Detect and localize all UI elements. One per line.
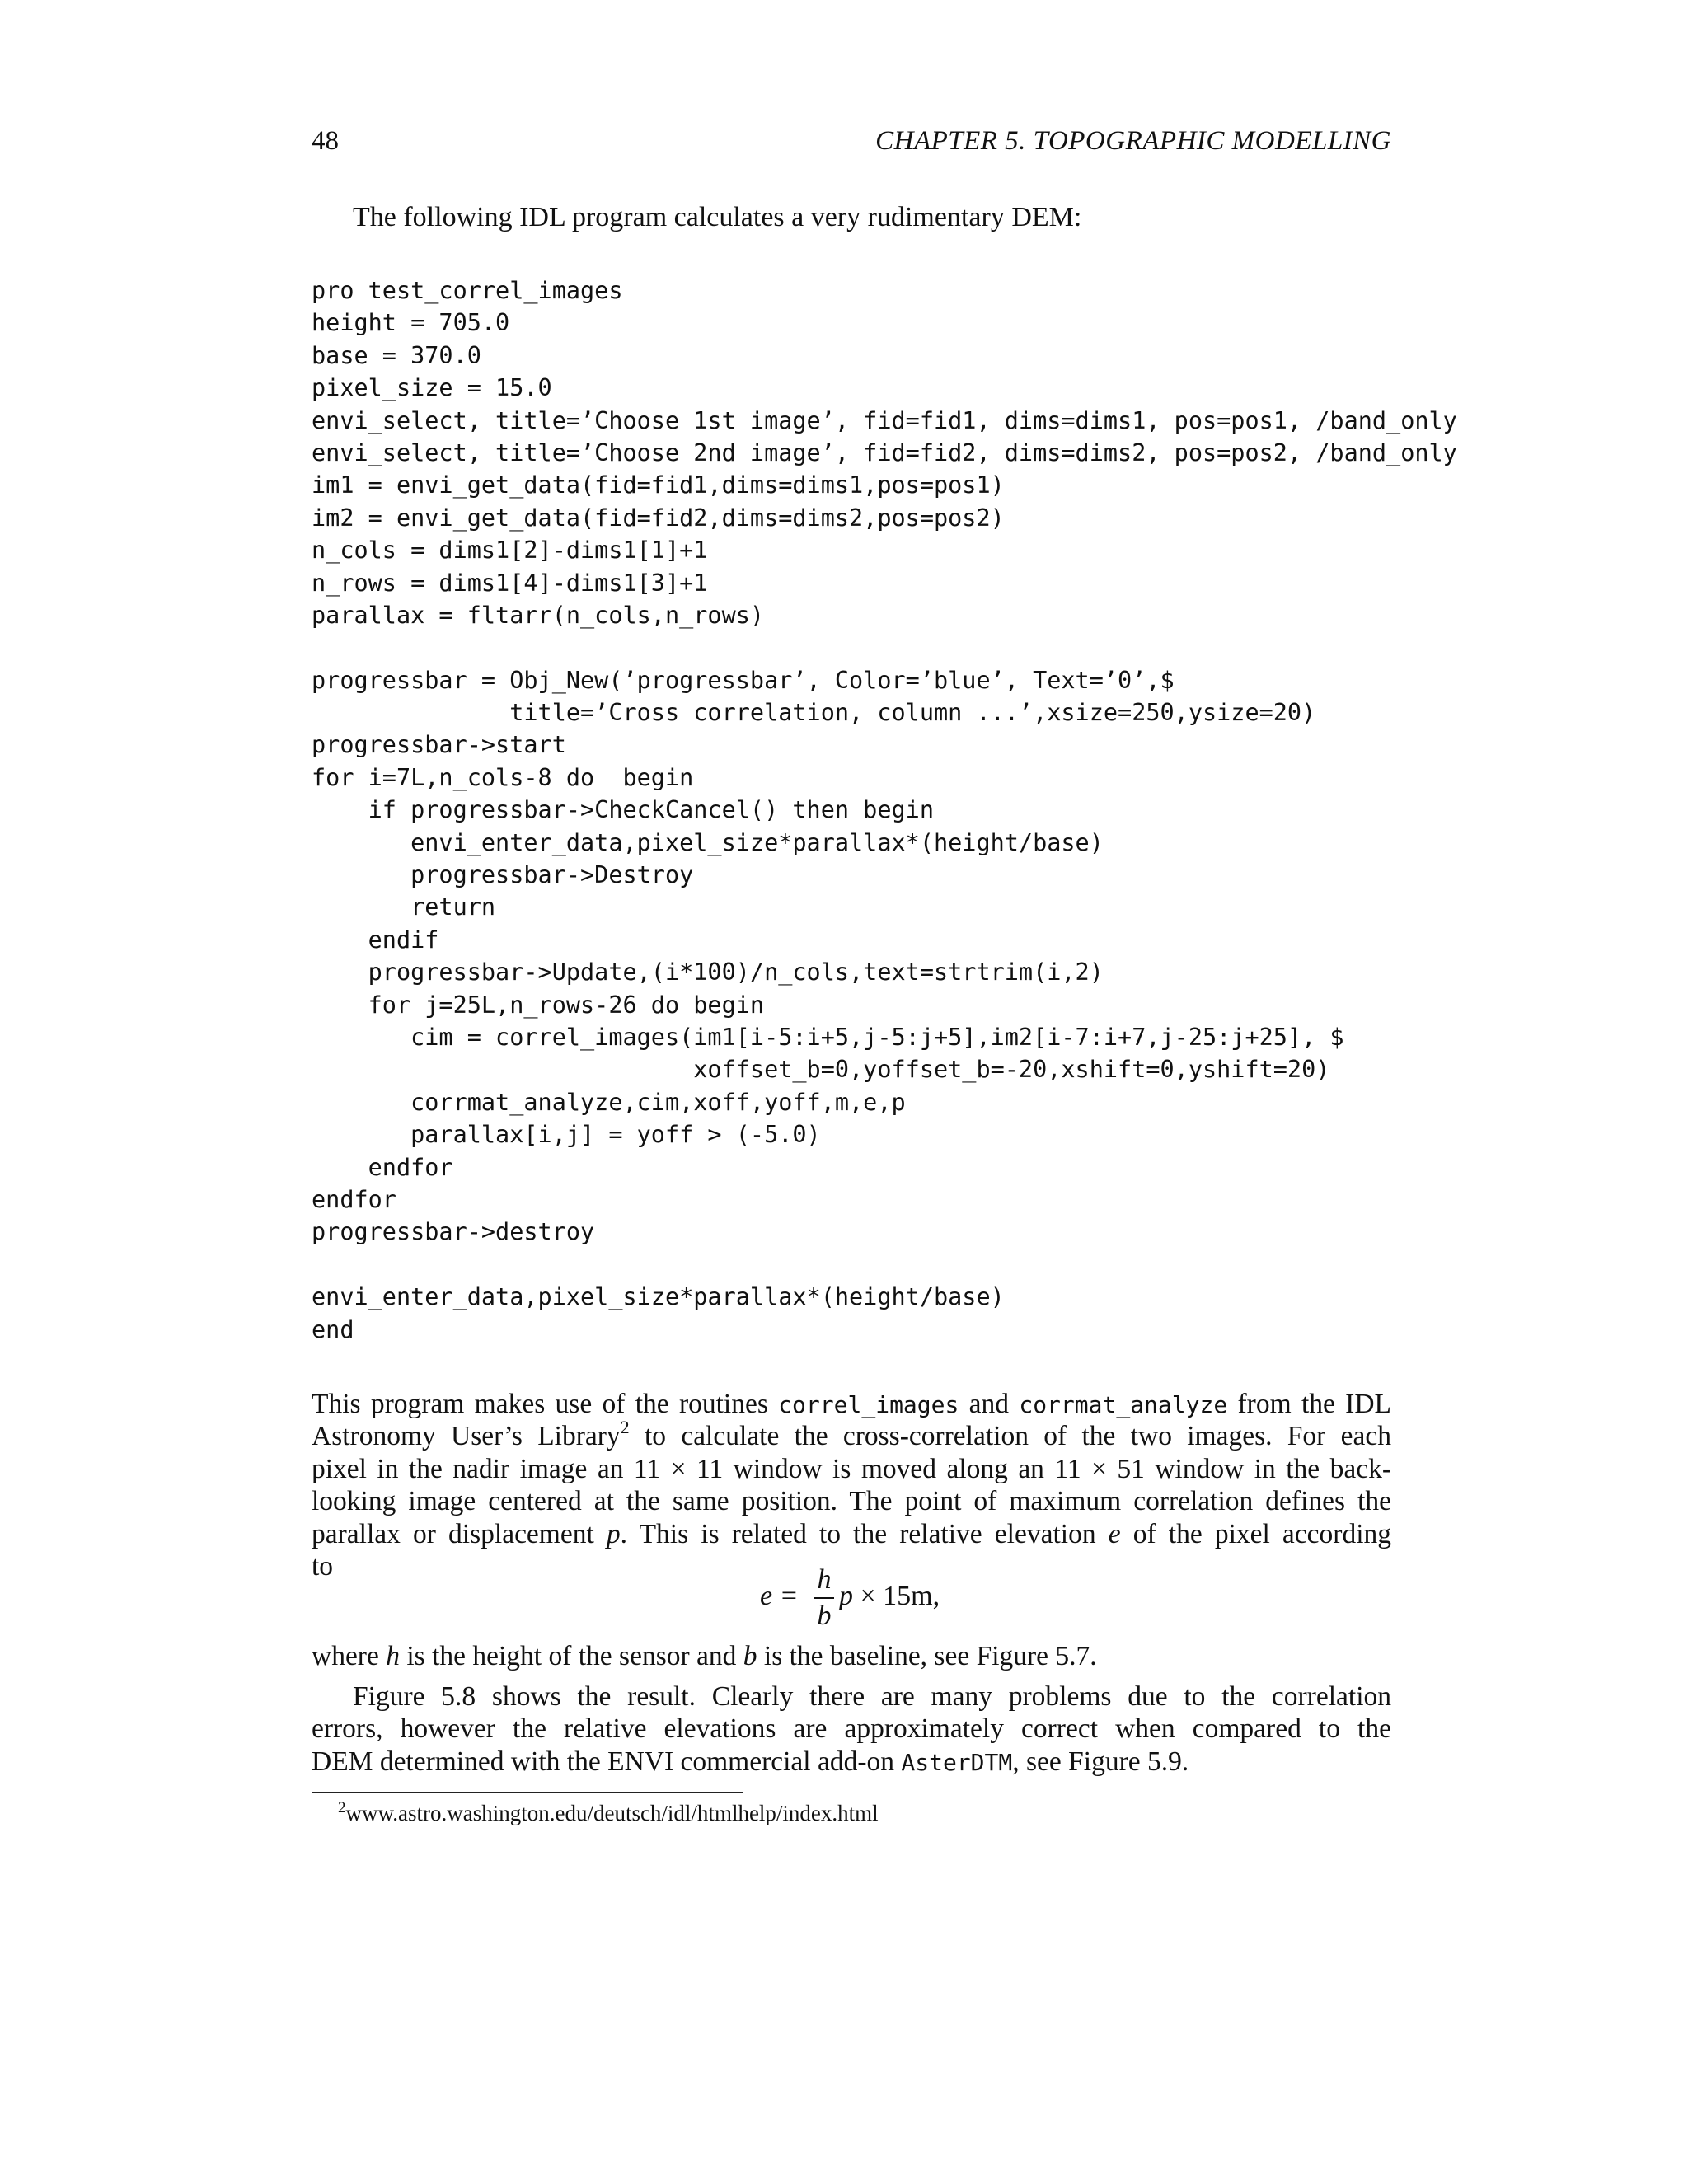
paragraph-line: Figure 5.8 shows the result. Clearly there are many problems due to the correlation	[353, 1681, 1391, 1712]
paragraph-line	[312, 1518, 1391, 1550]
text-run: . This is related to the relative elevation	[620, 1518, 1109, 1549]
page-number: 48	[312, 126, 339, 156]
math-var: h	[386, 1641, 400, 1671]
code-line: if progressbar->CheckCancel() then begin	[312, 796, 934, 824]
code-line: pixel_size = 15.0	[312, 374, 552, 402]
equation-rhs	[839, 1581, 940, 1612]
text-run: of the pixel according	[1120, 1518, 1392, 1549]
code-line: envi_enter_data,pixel_size*parallax*(height/base)	[312, 828, 1104, 856]
code-line: cim = correl_images(im1[i-5:i+5,j-5:j+5],im2[i-7:i+7,j-25:j+25], $	[312, 1023, 1344, 1051]
math-var: e	[1108, 1518, 1121, 1549]
paragraph-routines	[312, 1388, 1391, 1582]
running-header	[312, 126, 1391, 164]
code-line: base = 370.0	[312, 341, 481, 369]
code-line: progressbar->Destroy	[312, 861, 694, 889]
paragraph-line	[312, 1417, 1391, 1452]
footnote-mark: 2	[338, 1799, 346, 1816]
code-line: envi_enter_data,pixel_size*parallax*(height/base)	[312, 1283, 1005, 1311]
code-line: return	[312, 893, 496, 921]
code-line: progressbar->start	[312, 731, 566, 759]
paragraph-result	[312, 1680, 1391, 1778]
footnote-mark: 2	[620, 1417, 630, 1438]
paragraph-line: to	[312, 1550, 334, 1582]
text-run: This program makes use of the routines	[312, 1389, 779, 1419]
code-line: envi_select, title=’Choose 2nd image’, fid=fid2, dims=dims2, pos=pos2, /band_only	[312, 438, 1457, 466]
footnote	[338, 1801, 879, 1826]
code-line: endif	[312, 926, 439, 954]
code-line: parallax = fltarr(n_cols,n_rows)	[312, 601, 765, 629]
fraction-denominator: b	[817, 1601, 832, 1631]
text-run: DEM determined with the ENVI commercial add-on	[312, 1746, 902, 1777]
code-line: end	[312, 1315, 354, 1343]
math-var: p	[606, 1518, 621, 1549]
code-line: xoffset_b=0,yoffset_b=-20,xshift=0,yshift=20)	[312, 1056, 1330, 1084]
paragraph-line: looking image centered at the same position. The point of maximum correlation defines the	[312, 1486, 1391, 1517]
text-run: , see Figure 5.9.	[1012, 1746, 1189, 1777]
code-listing	[312, 274, 1457, 1346]
footnote-rule	[312, 1792, 743, 1793]
inline-code: AsterDTM	[901, 1748, 1013, 1776]
code-line: corrmat_analyze,cim,xoff,yoff,m,e,p	[312, 1088, 906, 1116]
text-run: where	[312, 1641, 387, 1671]
text-run: parallax or displacement	[312, 1518, 607, 1549]
paragraph-line: errors, however the relative elevations are approximately correct when compared to the	[312, 1713, 1391, 1745]
text-run: from the IDL	[1227, 1389, 1391, 1419]
paragraph-where	[312, 1640, 1391, 1672]
code-line: endfor	[312, 1185, 396, 1213]
equation-lhs: e =	[760, 1581, 799, 1611]
code-line: progressbar->destroy	[312, 1218, 595, 1246]
code-line: for i=7L,n_cols-8 do begin	[312, 763, 694, 791]
inline-code: corrmat_analyze	[1019, 1391, 1228, 1418]
code-line: envi_select, title=’Choose 1st image’, fid=fid1, dims=dims1, pos=pos1, /band_only	[312, 406, 1457, 434]
code-line: progressbar->Update,(i*100)/n_cols,text=strtrim(i,2)	[312, 958, 1104, 987]
footnote-text: www.astro.washington.edu/deutsch/idl/htmlhelp/index.html	[345, 1801, 879, 1825]
code-line: title=’Cross correlation, column ...’,xsize=250,ysize=20)	[312, 699, 1316, 727]
text-run: Astronomy User’s Library	[312, 1421, 621, 1452]
code-line: for j=25L,n_rows-26 do begin	[312, 991, 765, 1019]
text-run: is the height of the sensor and	[399, 1641, 743, 1671]
paragraph-line: pixel in the nadir image an 11 × 11 window is moved along an 11 × 51 window in the back-	[312, 1453, 1391, 1484]
text-run: to calculate the cross-correlation of the two images. For each	[629, 1421, 1391, 1452]
equation-fraction	[814, 1564, 834, 1632]
code-line: im1 = envi_get_data(fid=fid1,dims=dims1,pos=pos1)	[312, 471, 1005, 499]
paragraph-line	[312, 1640, 1391, 1672]
paragraph-line	[312, 1388, 1391, 1420]
math-var: p	[839, 1581, 853, 1611]
chapter-title: CHAPTER 5. TOPOGRAPHIC MODELLING	[875, 126, 1391, 156]
code-line: im2 = envi_get_data(fid=fid2,dims=dims2,pos=pos2)	[312, 504, 1005, 532]
code-line	[312, 1249, 1457, 1281]
code-line: progressbar = Obj_New(’progressbar’, Color=’blue’, Text=’0’,$	[312, 666, 1175, 694]
code-line: n_cols = dims1[2]-dims1[1]+1	[312, 537, 708, 565]
code-line: n_rows = dims1[4]-dims1[3]+1	[312, 569, 708, 597]
code-line	[312, 631, 1457, 663]
math-var: b	[743, 1641, 757, 1671]
text-run: × 15m,	[853, 1581, 940, 1611]
paragraph-line	[312, 1746, 1391, 1778]
code-line: parallax[i,j] = yoff > (-5.0)	[312, 1121, 821, 1149]
code-line: endfor	[312, 1153, 453, 1181]
inline-code: correl_images	[778, 1391, 959, 1418]
text-run: and	[959, 1389, 1020, 1419]
text-run: is the baseline, see Figure 5.7.	[757, 1641, 1097, 1671]
intro-sentence: The following IDL program calculates a very rudimentary DEM:	[353, 202, 1082, 232]
fraction-numerator: h	[817, 1564, 832, 1595]
code-line: pro test_correl_images	[312, 277, 623, 304]
fraction-bar	[814, 1597, 834, 1599]
code-line: height = 705.0	[312, 309, 510, 337]
